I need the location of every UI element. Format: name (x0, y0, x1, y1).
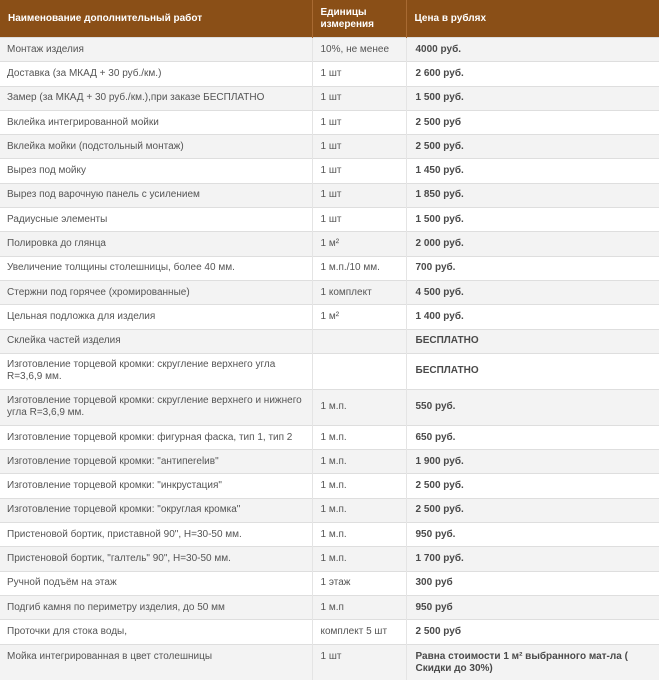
row-name: Проточки для стока воды, (0, 620, 312, 644)
header-unit: Единицы измерения (312, 0, 406, 38)
row-unit: 1 шт (312, 183, 406, 207)
row-price: 2 500 руб. (406, 474, 659, 498)
table-row (0, 329, 659, 353)
row-name: Ручной подъём на этаж (0, 571, 312, 595)
table-row (0, 644, 659, 680)
row-name: Увеличение толщины столешницы, более 40 мм. (0, 256, 312, 280)
row-unit (312, 329, 406, 353)
row-name: Замер (за МКАД + 30 руб./км.),при заказе БЕСПЛАТНО (0, 86, 312, 110)
row-name: Монтаж изделия (0, 38, 312, 62)
row-unit: 1 этаж (312, 571, 406, 595)
row-unit: 1 м.п./10 мм. (312, 256, 406, 280)
row-unit: 1 м.п. (312, 547, 406, 571)
table-row (0, 110, 659, 134)
row-price: 2 500 руб. (406, 135, 659, 159)
table-row (0, 595, 659, 619)
row-price: 2 500 руб. (406, 498, 659, 522)
row-name: Пристеновой бортик, приставной 90", H=30-50 мм. (0, 523, 312, 547)
row-price: 4 500 руб. (406, 280, 659, 304)
row-name: Доставка (за МКАД + 30 руб./км.) (0, 62, 312, 86)
row-name: Вырез под варочную панель с усилением (0, 183, 312, 207)
row-price: 300 руб (406, 571, 659, 595)
table-row (0, 256, 659, 280)
row-unit (312, 353, 406, 389)
row-unit: 1 шт (312, 135, 406, 159)
row-price: 1 450 руб. (406, 159, 659, 183)
row-unit: 10%, не менее (312, 38, 406, 62)
row-name: Стержни под горячее (хромированные) (0, 280, 312, 304)
row-unit: 1 шт (312, 208, 406, 232)
row-price: БЕСПЛАТНО (406, 329, 659, 353)
row-price: 950 руб. (406, 523, 659, 547)
row-unit: 1 шт (312, 62, 406, 86)
table-row (0, 280, 659, 304)
row-unit: комплект 5 шт (312, 620, 406, 644)
row-price: БЕСПЛАТНО (406, 353, 659, 389)
table-row (0, 183, 659, 207)
table-header (0, 0, 659, 38)
table-row (0, 523, 659, 547)
row-name: Изготовление торцевой кромки: "инкрустация" (0, 474, 312, 498)
table-row (0, 86, 659, 110)
table-row (0, 450, 659, 474)
row-price: 4000 руб. (406, 38, 659, 62)
table-row (0, 474, 659, 498)
row-price: 1 500 руб. (406, 86, 659, 110)
table-row (0, 135, 659, 159)
row-name: Вклейка интегрированной мойки (0, 110, 312, 134)
row-price: 2 500 руб (406, 110, 659, 134)
row-unit: 1 м.п. (312, 450, 406, 474)
row-name: Изготовление торцевой кромки: скругление верхнего угла R=3,6,9 мм. (0, 353, 312, 389)
row-price: 650 руб. (406, 425, 659, 449)
table-row (0, 571, 659, 595)
row-unit: 1 м.п. (312, 498, 406, 522)
row-price: Равна стоимости 1 м² выбранного мат-ла ( Скидки до 30%) (406, 644, 659, 680)
row-name: Подгиб камня по периметру изделия, до 50 мм (0, 595, 312, 619)
table-row (0, 159, 659, 183)
table-row (0, 620, 659, 644)
row-unit: 1 м.п. (312, 523, 406, 547)
table-row (0, 38, 659, 62)
row-name: Мойка интегрированная в цвет столешницы (0, 644, 312, 680)
table-row (0, 353, 659, 389)
row-unit: 1 м.п. (312, 425, 406, 449)
row-price: 2 000 руб. (406, 232, 659, 256)
row-unit: 1 м.п. (312, 389, 406, 425)
row-unit: 1 комплект (312, 280, 406, 304)
row-name: Вырез под мойку (0, 159, 312, 183)
table-row (0, 498, 659, 522)
row-unit: 1 м² (312, 232, 406, 256)
table-row (0, 389, 659, 425)
table-row (0, 62, 659, 86)
row-name: Изготовление торцевой кромки: "антипerelив" (0, 450, 312, 474)
row-name: Полировка до глянца (0, 232, 312, 256)
row-unit: 1 шт (312, 159, 406, 183)
table-row (0, 232, 659, 256)
row-price: 1 850 руб. (406, 183, 659, 207)
row-unit: 1 шт (312, 644, 406, 680)
header-name: Наименование дополнительный работ (0, 0, 312, 38)
row-price: 1 700 руб. (406, 547, 659, 571)
row-unit: 1 шт (312, 86, 406, 110)
row-price: 950 руб (406, 595, 659, 619)
header-price: Цена в рублях (406, 0, 659, 38)
row-price: 700 руб. (406, 256, 659, 280)
row-name: Изготовление торцевой кромки: "округлая кромка" (0, 498, 312, 522)
row-price: 2 500 руб (406, 620, 659, 644)
table-row (0, 305, 659, 329)
row-name: Склейка частей изделия (0, 329, 312, 353)
table-row (0, 425, 659, 449)
row-name: Вклейка мойки (подстольный монтаж) (0, 135, 312, 159)
row-price: 550 руб. (406, 389, 659, 425)
row-name: Изготовление торцевой кромки: скругление верхнего и нижнего угла R=3,6,9 мм. (0, 389, 312, 425)
row-unit: 1 м² (312, 305, 406, 329)
row-price: 1 400 руб. (406, 305, 659, 329)
row-name: Радиусные элементы (0, 208, 312, 232)
row-unit: 1 м.п. (312, 474, 406, 498)
row-price: 1 500 руб. (406, 208, 659, 232)
row-unit: 1 м.п (312, 595, 406, 619)
row-price: 1 900 руб. (406, 450, 659, 474)
row-name: Изготовление торцевой кромки: фигурная фаска, тип 1, тип 2 (0, 425, 312, 449)
table-row (0, 547, 659, 571)
table-row (0, 208, 659, 232)
row-name: Цельная подложка для изделия (0, 305, 312, 329)
row-unit: 1 шт (312, 110, 406, 134)
row-name: Пристеновой бортик, "галтель" 90", H=30-50 мм. (0, 547, 312, 571)
row-price: 2 600 руб. (406, 62, 659, 86)
